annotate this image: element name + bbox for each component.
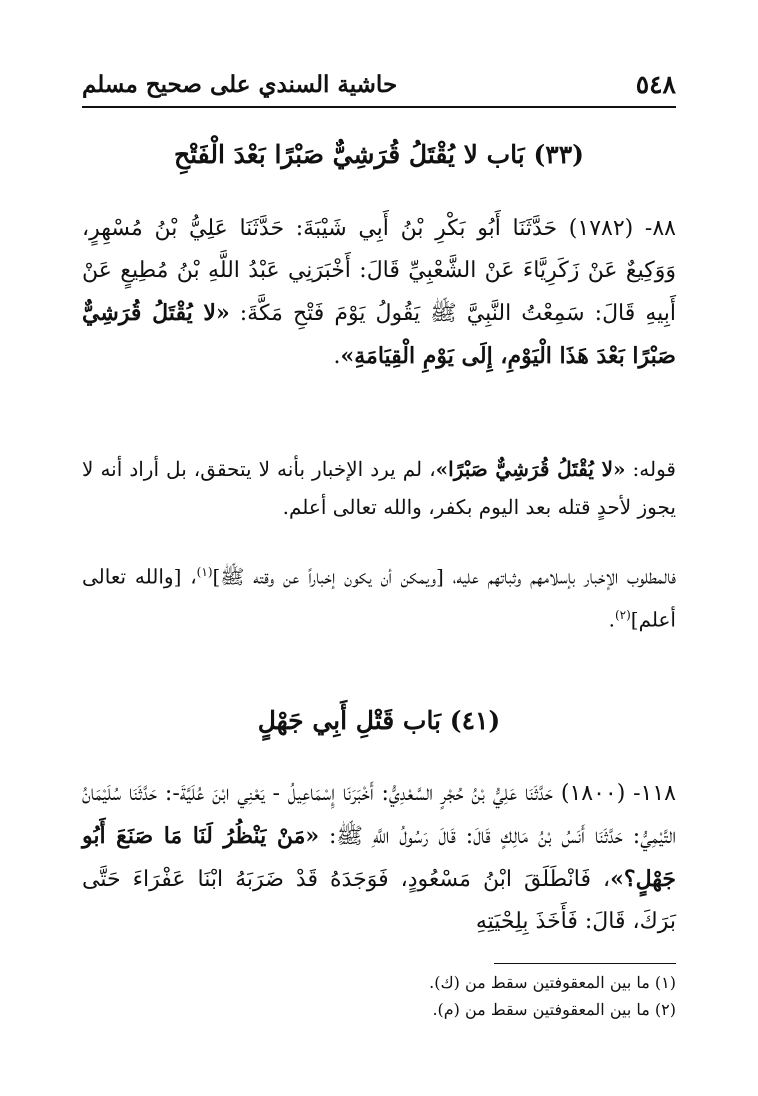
hadith-1782 [82, 208, 676, 378]
running-title: حاشية السندي على صحيح مسلم [82, 70, 398, 98]
hadith-1800 [82, 773, 676, 943]
commentary-2-end: . [608, 607, 615, 632]
hadith-1782-matn: «لا يُقْتَلُ قُرَشِيٌّ صَبْرًا بَعْدَ هَذَا الْيَوْمِ، إِلَى يَوْمِ الْقِيَامَةِ» [82, 300, 676, 369]
hadith-1800-rest: ، فَانْطَلَقَ ابْنُ مَسْعُودٍ، فَوَجَدَهُ قَدْ ضَرَبَهُ ابْنَا عَفْرَاءَ حَتَّى بَرَكَ، قَالَ: فَأَخَذَ بِلِحْيَتِهِ [82, 867, 676, 934]
page-header [82, 64, 676, 104]
commentary-lead: قوله: [625, 457, 676, 481]
footnote-rule [494, 963, 676, 964]
chapter-heading-41: (٤١) بَاب قَتْلِ أَبِي جَهْلٍ [257, 706, 501, 735]
footnote-ref-2: (٢) [614, 607, 631, 622]
commentary-2a: فالمطلوب الإخبار بإسلامهم وثباتهم عليه، [ويمكن أن يكون إخباراً عن وقته ﷺ] [212, 564, 676, 589]
hadith-1800-matn: «مَنْ يَنْظُرُ لَنَا مَا صَنَعَ أَبُو جَهْلٍ؟» [82, 823, 676, 892]
commentary-paragraph-1 [82, 450, 676, 526]
hadith-1782-isnad: ٨٨- (١٧٨٢) حَدَّثَنَا أَبُو بَكْرِ بْنُ أَبِي شَيْبَةَ: حَدَّثَنَا عَلِيُّ بْنُ مُسْهِرٍ، وَوَكِيعٌ عَنْ زَكَرِيَّاءَ عَنْ الشَّعْبِيِّ قَالَ: أَخْبَرَنِي عَبْدُ اللَّهِ بْنُ مُطِيعٍ عَنْ أَبِيهِ قَالَ: سَمِعْتُ النَّبِيَّ ﷺ يَقُولُ يَوْمَ فَتْحِ مَكَّةَ: [82, 216, 676, 326]
commentary-text: ، لم يرد الإخبار بأنه لا يتحقق، بل أراد أنه لا يجوز لأحدٍ قتله بعد اليوم بكفر، والله تعالى أعلم. [82, 457, 676, 519]
footnote-1: (١) ما بين المعقوفتين سقط من (ك). [429, 973, 676, 992]
commentary-paragraph-2 [82, 553, 676, 638]
chapter-heading-33: (٣٣) بَاب لا يُقْتَلُ قُرَشِيٌّ صَبْرًا بَعْدَ الْفَتْحِ [174, 140, 584, 169]
commentary-2b: ، [والله تعالى أعلم] [82, 564, 676, 632]
header-rule [82, 106, 676, 108]
footnote-ref-1: (١) [196, 565, 213, 579]
hadith-1782-end: . [333, 344, 341, 369]
page-number: ٥٤٨ [635, 69, 676, 99]
footnote-2: (٢) ما بين المعقوفتين سقط من (م). [432, 1000, 676, 1019]
commentary-quote: «لا يُقْتَلُ قُرَشِيٌّ صَبْرًا» [435, 457, 626, 481]
hadith-1800-isnad: ١١٨- (١٨٠٠) حَدَّثَنَا عَلِيُّ بْنُ حُجْرٍ السَّعْدِيُّ: أَخْبَرَنَا إِسْمَاعِيلُ - يَعْنِي ابْنَ عُلَيَّةَ-: حَدَّثَنَا سُلَيْمَانُ التَّيْمِيُّ: حَدَّثَنَا أَنَسُ بْنُ مَالِكٍ قَالَ: قَالَ رَسُولُ اللَّهِ ﷺ: [82, 781, 677, 849]
